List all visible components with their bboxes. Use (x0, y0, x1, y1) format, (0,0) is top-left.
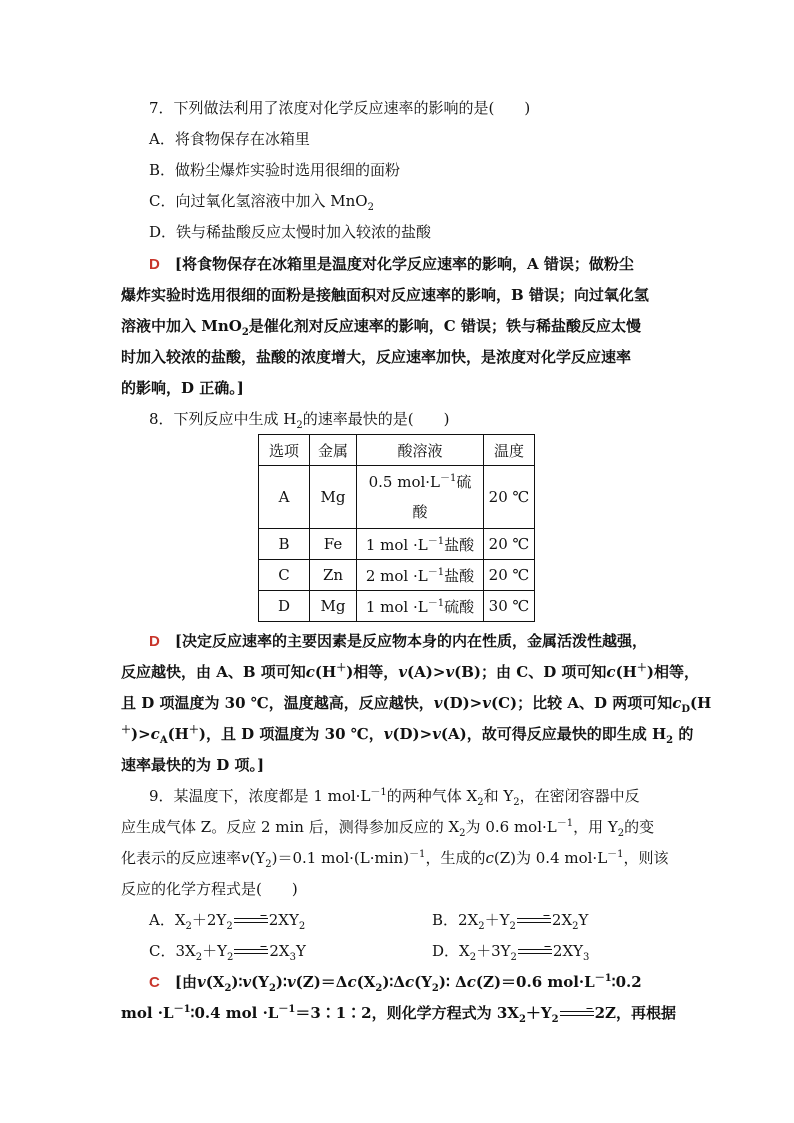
equilibrium-arrow-icon (234, 946, 268, 958)
q9-explanation-line: mol $\cdot L^{-1}∶0.4$ mol $\cdot L^{-1}=3∶1∶2$，则化学方程式为 $3X_2+Y_2$ 2Z，再根据 (121, 1004, 676, 1025)
q7-option-b: B．做粉尘爆炸实验时选用很细的面粉 (149, 161, 401, 179)
table-row: A Mg 0.5 $mol\cdot L^{-1}$硫 酸 20 ℃ (259, 466, 535, 529)
table-header: 温度 (484, 435, 535, 466)
q9-stem-line: 反应的化学方程式是( ) (121, 880, 298, 898)
q9-answer: C (149, 974, 160, 991)
table-header: 选项 (259, 435, 310, 466)
q8-explanation-line: $^+)>c_A(H^+)$，且 D 项温度为 30 ℃，v(D)>v(A)，故可得反应最快的即生成 $H_2$ 的 (121, 725, 694, 746)
table-row: B Fe 1 mol $\cdot L^{-1}$盐酸 20 ℃ (259, 529, 535, 560)
q8-explanation-line: 反应越快，由 A、B 项可知c(H＋)相等，v(A)>v(B)；由 C、D 项可知c(H＋)相等， (121, 663, 699, 681)
q7-option-a: A．将食物保存在冰箱里 (149, 130, 310, 148)
q9-explanation-line: C [由$v(X_2)∶v(Y_2)∶v(Z)=\Delta c(X_2)∶\Delta c(Y_2)∶$ Δc(Z)＝0.6 $mol\cdot L^{-1}∶0.2$ (149, 973, 642, 994)
q8-explanation-line: 速率最快的为 D 项。] (121, 756, 265, 774)
q7-explanation-line: D [将食物保存在冰箱里是温度对化学反应速率的影响，A 错误；做粉尘 (149, 255, 634, 273)
q7-explanation-line: 溶液中加入 MnO$_2$是催化剂对反应速率的影响，C 错误；铁与稀盐酸反应太慢 (121, 317, 641, 338)
table-row: D Mg 1 mol $\cdot L^{-1}$硫酸 30 ℃ (259, 591, 535, 622)
equilibrium-arrow-icon (234, 915, 268, 927)
table-header: 金属 (310, 435, 357, 466)
equilibrium-arrow-icon (517, 915, 551, 927)
q7-option-d: D．铁与稀盐酸反应太慢时加入较浓的盐酸 (149, 223, 432, 241)
q9-stem-line: 化表示的反应速率$v(Y_2)=0.1$ $mol\cdot(L\cdot\min)^{-1}$，生成的c(Z)为 0.4 $mol\cdot L^{-1}$，则该 (121, 849, 669, 870)
q7-explanation-line: 的影响，D 正确。] (121, 379, 244, 397)
q7-answer: D (149, 256, 160, 273)
q9-stem-line: 9．某温度下，浓度都是 1 $mol\cdot L^{-1}$的两种气体 $X_2$和 $Y_2$，在密闭容器中反 (149, 787, 640, 808)
q9-option-d: D．$X_2+3Y_2$ $2XY_3$ (432, 942, 590, 963)
equilibrium-arrow-icon (518, 946, 552, 958)
q7-explanation-line: 爆炸实验时选用很细的面粉是接触面积对反应速率的影响，B 错误；向过氧化氢 (121, 286, 649, 304)
table-header: 酸溶液 (357, 435, 484, 466)
table-row: C Zn 2 mol $\cdot L^{-1}$盐酸 20 ℃ (259, 560, 535, 591)
q8-explanation-line: D [决定反应速率的主要因素是反应物本身的内在性质，金属活泼性越强， (149, 632, 647, 650)
q8-answer: D (149, 633, 160, 650)
q7-option-c: C．向过氧化氢溶液中加入 MnO$_2$ (149, 192, 374, 213)
q9-option-a: A．$X_2+2Y_2$ $2XY_2$ (149, 911, 306, 932)
equilibrium-arrow-icon (560, 1008, 594, 1020)
q8-stem: 8．下列反应中生成 $H_2$的速率最快的是( ) (149, 410, 450, 431)
q7-explanation-line: 时加入较浓的盐酸，盐酸的浓度增大，反应速率加快，是浓度对化学反应速率 (121, 348, 632, 366)
q9-option-b: B．$2X_2+Y_2$ $2X_2Y$ (432, 911, 589, 932)
q9-stem-line: 应生成气体 Z。反应 2 min 后，测得参加反应的 $X_2$为 0.6 $mol\cdot L^{-1}$，用 $Y_2$的变 (121, 818, 655, 839)
q8-table (258, 434, 535, 622)
q8-explanation-line: 且 D 项温度为 30 ℃，温度越高，反应越快，v(D)>v(C)；比较 A、D 两项可知$c_D(H$ (121, 694, 712, 715)
q9-option-c: C．$3X_2+Y_2$ $2X_3Y$ (149, 942, 306, 963)
q7-stem: 7．下列做法利用了浓度对化学反应速率的影响的是( ) (149, 99, 531, 117)
